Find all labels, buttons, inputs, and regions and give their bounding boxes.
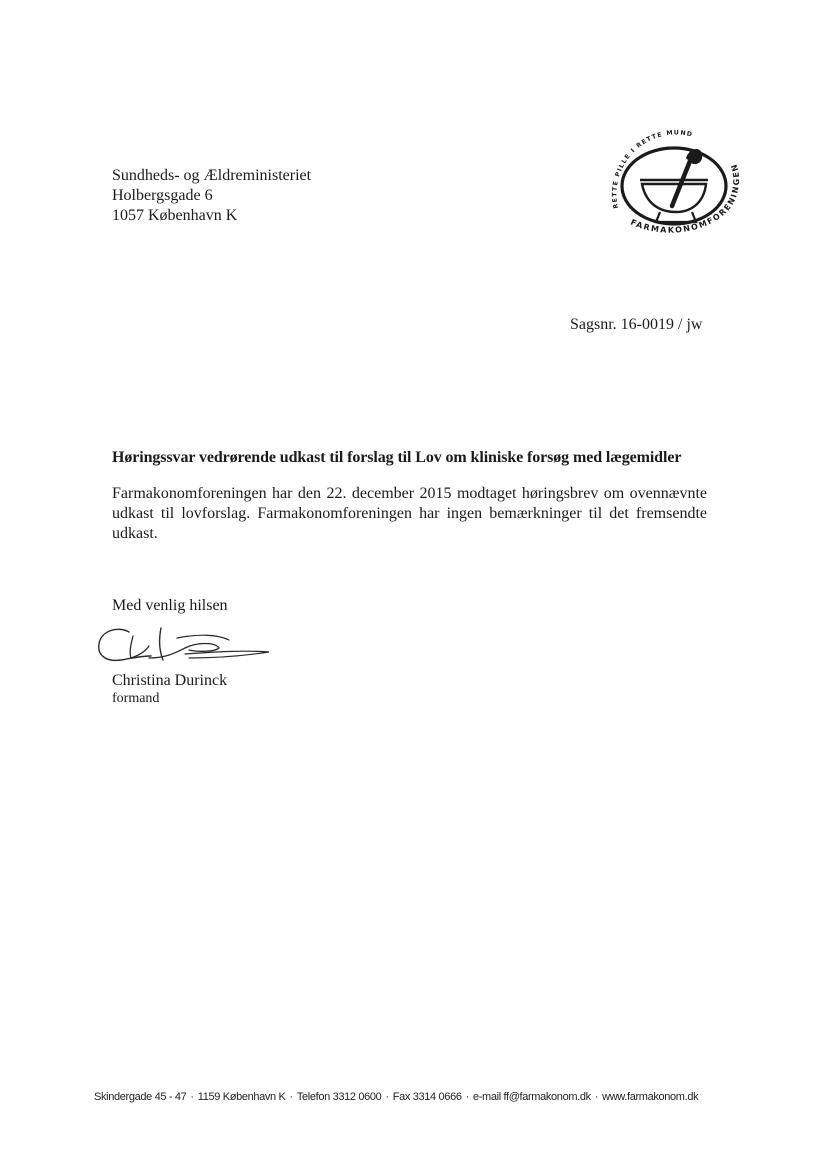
footer-email[interactable]: e-mail ff@farmakonom.dk xyxy=(472,1091,591,1103)
footer-city: 1159 København K xyxy=(197,1091,286,1103)
letterhead-footer: Skindergade 45 - 47 · 1159 København K · Telefon 3312 0600 · Fax 3314 0666 · e-mail ff@farmakonom.dk · www.farmakonom.dk xyxy=(94,1091,699,1103)
signer-name: Christina Durinck xyxy=(112,672,228,689)
recipient-line-2: Holbergsgade 6 xyxy=(112,187,213,204)
recipient-line-1: Sundheds- og Ældreministeriet xyxy=(112,167,312,184)
logo-motto-text: RETTE PILLE I RETTE MUND xyxy=(611,129,694,210)
recipient-line-3: 1057 København K xyxy=(112,207,238,224)
case-number: Sagsnr. 16-0019 / jw xyxy=(570,316,703,333)
signer-title: formand xyxy=(112,691,160,706)
footer-website[interactable]: www.farmakonom.dk xyxy=(602,1091,699,1103)
recipient-address xyxy=(112,166,311,226)
handwritten-signature xyxy=(93,622,273,668)
closing-salutation: Med venlig hilsen xyxy=(112,597,228,614)
letter-body: Farmakonomforeningen har den 22. december 2015 modtaget høringsbrev om ovennævnte udkast til lovforslag. Farmakonomforeningen har ingen bemærkninger til det fremsendte udkast. xyxy=(112,485,707,542)
letter-subject: Høringssvar vedrørende udkast til forslag til Lov om kliniske forsøg med lægemidler xyxy=(112,449,682,466)
footer-phone: Telefon 3312 0600 xyxy=(296,1091,382,1103)
footer-address: Skindergade 45 - 47 xyxy=(94,1091,187,1103)
footer-fax: Fax 3314 0666 xyxy=(392,1091,462,1103)
farmakonomforeningen-logo xyxy=(602,128,752,240)
logo-name-text: FARMAKONOMFORENINGEN xyxy=(629,161,742,235)
